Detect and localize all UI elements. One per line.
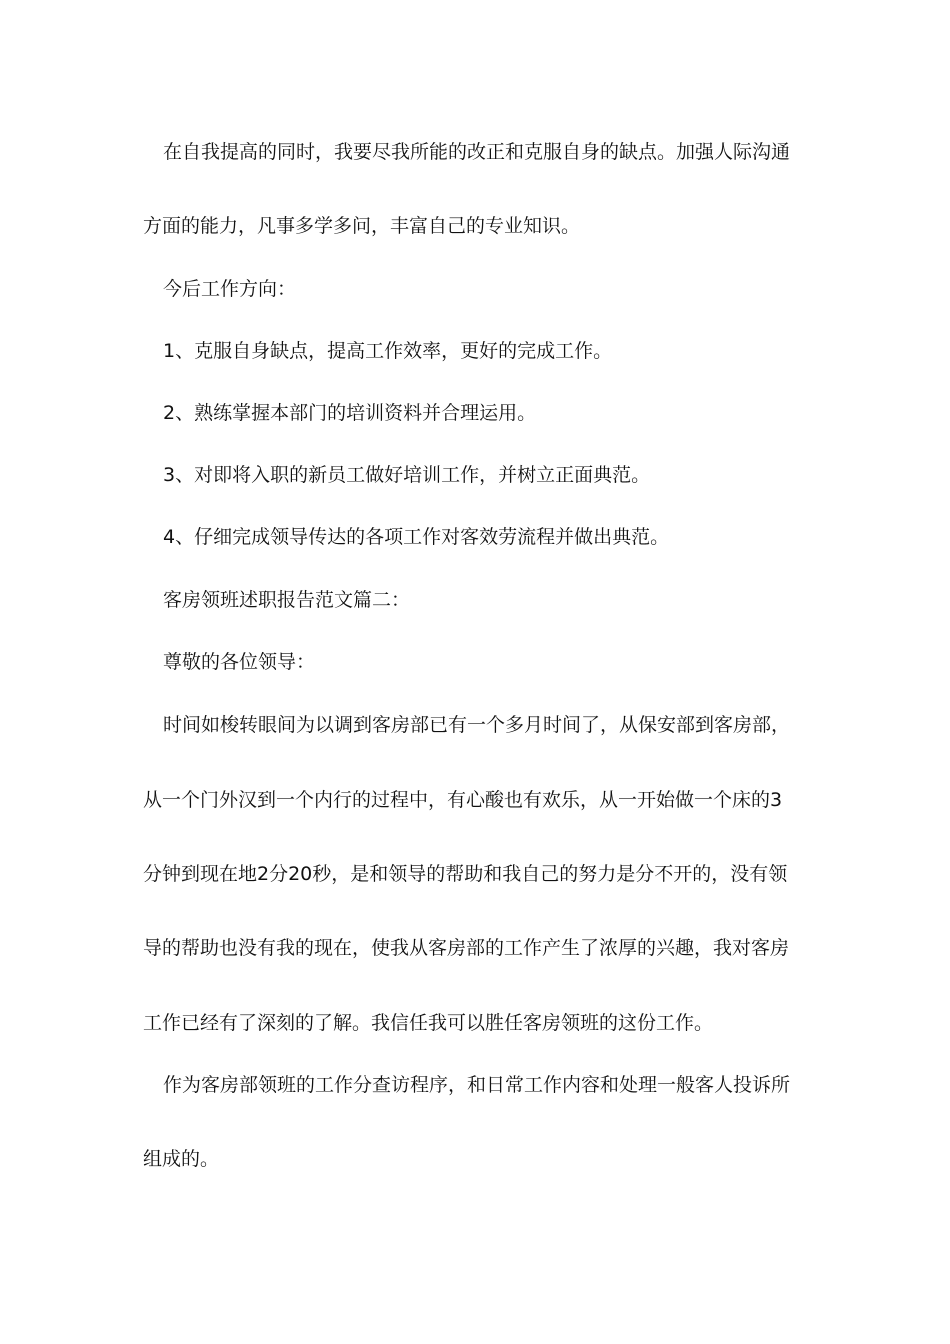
list-item: 4、仔细完成领导传达的各项工作对客效劳流程并做出典范。	[163, 526, 670, 548]
paragraph-line: 方面的能力，凡事多学多问，丰富自己的专业知识。	[143, 215, 581, 237]
paragraph-line: 工作已经有了深刻的了解。我信任我可以胜任客房领班的这份工作。	[143, 1012, 714, 1034]
paragraph-line: 作为客房部领班的工作分查访程序，和日常工作内容和处理一般客人投诉所	[163, 1074, 791, 1096]
paragraph-line: 导的帮助也没有我的现在，使我从客房部的工作产生了浓厚的兴趣，我对客房	[143, 937, 790, 959]
paragraph-line: 在自我提高的同时，我要尽我所能的改正和克服自身的缺点。加强人际沟通	[163, 141, 791, 163]
paragraph-line: 分钟到现在地2分20秒，是和领导的帮助和我自己的努力是分不开的，没有领	[143, 863, 788, 885]
paragraph-line: 时间如梭转眼间为以调到客房部已有一个多月时间了，从保安部到客房部，	[163, 714, 791, 736]
list-item: 3、对即将入职的新员工做好培训工作，并树立正面典范。	[163, 464, 651, 486]
salutation: 尊敬的各位领导：	[163, 651, 316, 673]
section-heading: 今后工作方向：	[163, 278, 297, 300]
list-item: 2、熟练掌握本部门的培训资料并合理运用。	[163, 402, 537, 424]
article-title: 客房领班述职报告范文篇二：	[163, 589, 411, 611]
list-item: 1、克服自身缺点，提高工作效率，更好的完成工作。	[163, 340, 613, 362]
paragraph-line: 从一个门外汉到一个内行的过程中，有心酸也有欢乐，从一开始做一个床的3	[143, 789, 783, 811]
paragraph-line: 组成的。	[143, 1148, 220, 1170]
